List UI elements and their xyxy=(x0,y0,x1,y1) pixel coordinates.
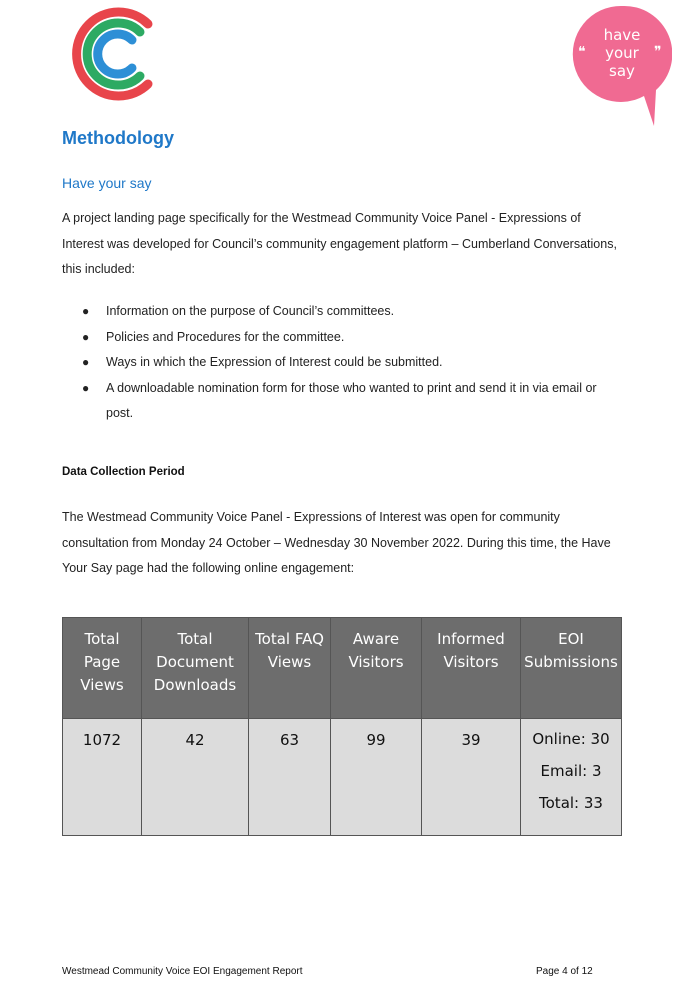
bullet-icon: ● xyxy=(82,304,90,318)
header-total-document-downloads: Total Document Downloads xyxy=(142,618,249,719)
section-subtitle: Have your say xyxy=(62,175,152,191)
cell-total-faq-views: 63 xyxy=(249,719,331,836)
table-header-row xyxy=(63,618,622,719)
table-row xyxy=(63,719,622,836)
header-total-faq-views: Total FAQ Views xyxy=(249,618,331,719)
logo-line-say: say xyxy=(609,62,635,80)
cell-aware-visitors: 99 xyxy=(331,719,422,836)
page-title: Methodology xyxy=(62,128,174,148)
open-quote-icon: ❝ xyxy=(578,44,586,60)
header-informed-visitors: Informed Visitors xyxy=(422,618,521,719)
intro-paragraph: A project landing page specifically for the Westmead Community Voice Panel - Expressions of Interest was developed for Council’s community engagement platform – Cumberland Conversations, this included: xyxy=(62,211,617,276)
header-total-page-views: Total Page Views xyxy=(63,618,142,719)
cumberland-logo xyxy=(64,6,160,102)
list-item: ● Ways in which the Expression of Interest could be submitted. xyxy=(62,350,622,376)
close-quote-icon: ❞ xyxy=(654,44,662,60)
bullet-icon: ● xyxy=(82,329,90,344)
bullet-list xyxy=(62,299,622,427)
list-item: ● Information on the purpose of Council’s committees. xyxy=(62,299,622,325)
footer-page-number: Page 4 of 12 xyxy=(536,966,593,977)
list-item: ● Policies and Procedures for the committee. xyxy=(62,325,622,351)
cell-informed-visitors: 39 xyxy=(422,719,521,836)
data-collection-paragraph: The Westmead Community Voice Panel - Expressions of Interest was open for community consultation from Monday 24 October – Wednesday 30 November 2022. During this time, the Have Your Say page had the following online engagement: xyxy=(62,510,611,575)
footer-report-title: Westmead Community Voice EOI Engagement Report xyxy=(62,966,303,977)
logo-line-have: have xyxy=(603,26,641,44)
eoi-online: Online: 30 xyxy=(532,730,610,748)
header-aware-visitors: Aware Visitors xyxy=(331,618,422,719)
cell-eoi-submissions xyxy=(521,719,622,836)
bullet-icon: ● xyxy=(82,380,90,395)
eoi-total: Total: 33 xyxy=(539,794,603,812)
cell-total-page-views: 1072 xyxy=(63,719,142,836)
logo-line-your: your xyxy=(605,44,639,62)
have-your-say-logo xyxy=(572,4,672,128)
data-collection-heading: Data Collection Period xyxy=(62,466,185,478)
engagement-table xyxy=(62,617,622,836)
list-item: ● A downloadable nomination form for those who wanted to print and send it in via email or post. xyxy=(62,376,622,427)
bullet-icon: ● xyxy=(82,355,90,369)
header-eoi-submissions: EOI Submissions xyxy=(521,618,622,719)
cell-total-document-downloads: 42 xyxy=(142,719,249,836)
eoi-email: Email: 3 xyxy=(540,762,602,780)
